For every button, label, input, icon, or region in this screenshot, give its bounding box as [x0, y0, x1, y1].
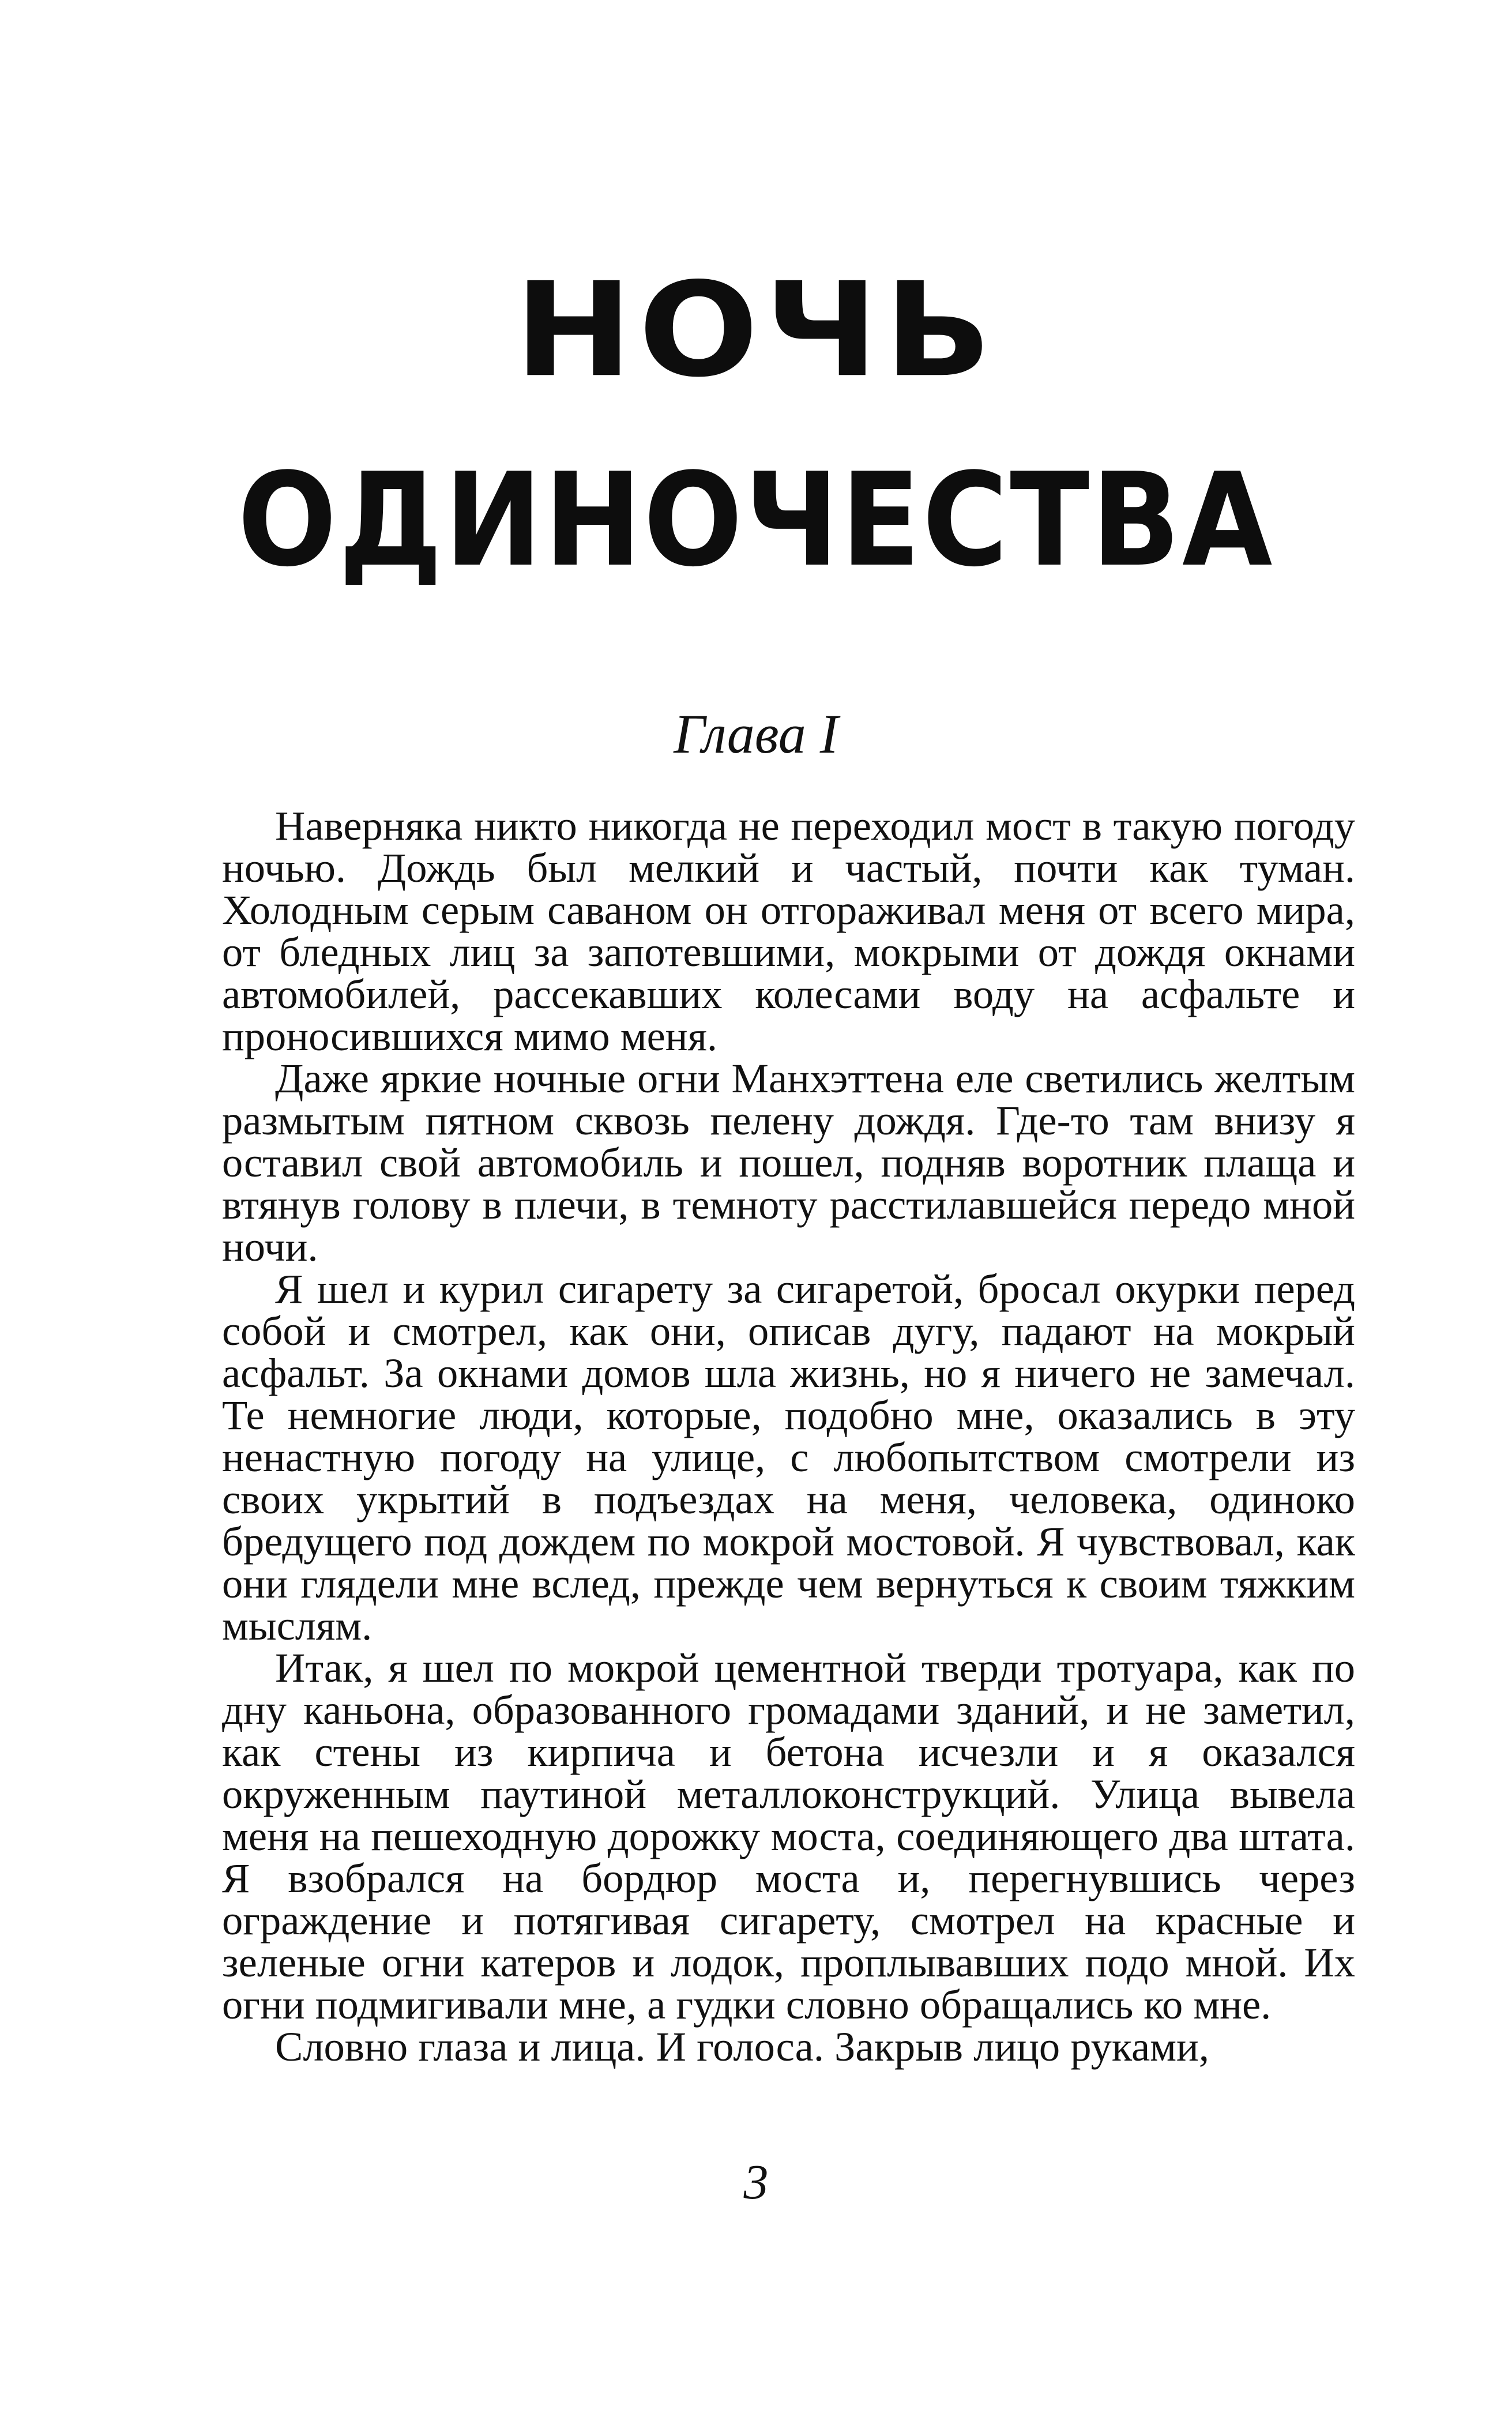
book-title-line-1: НОЧЬ: [514, 254, 998, 406]
paragraph-1: Наверняка никто никогда не переходил мост в такую погоду ночью. Дождь был мелкий и частый, почти как туман. Холодным серым саваном он отгораживал меня от всего мира, от бледных лиц за запотевшими, мокрыми от дождя окнами автомобилей, рассекавших колесами воду на асфальте и проносившихся мимо меня.: [222, 802, 1355, 1059]
paragraph-3: Я шел и курил сигарету за сигаретой, бросал окурки перед собой и смотрел, как они, описав дугу, падают на мокрый асфальт. За окнами домов шла жизнь, но я ничего не замечал. Те немногие люди, которые, подобно мне, оказались в эту ненастную погоду на улице, с любопытством смотрели из своих укрытий в подъездах на меня, человека, одиноко бредущего под дождем по мокрой мостовой. Я чувствовал, как они глядели мне вслед, прежде чем вернуться к своим тяжким мыслям.: [222, 1265, 1355, 1649]
paragraph-4: Итак, я шел по мокрой цементной тверди тротуара, как по дну каньона, образованного громадами зданий, и не заметил, как стены из кирпича и бетона исчезли и я оказался окруженным паутиной металлоконструкций. Улица вывела меня на пешеходную дорожку моста, соединяющего два штата. Я взобрался на бордюр моста и, перегнувшись через ограждение и потягивая сигарету, смотрел на красные и зеленые огни катеров и лодок, проплывавших подо мной. Их огни подмигивали мне, а гудки словно обращались ко мне.: [222, 1644, 1355, 2028]
page-number: 3: [743, 2154, 769, 2209]
chapter-heading: Глава I: [674, 703, 838, 765]
chapter-body: [222, 802, 1355, 2070]
book-title-line-2: ОДИНОЧЕСТВА: [238, 445, 1274, 596]
paragraph-2: Даже яркие ночные огни Манхэттена еле светились желтым размытым пятном сквозь пелену дождя. Где-то там внизу я оставил свой автомобиль и пошел, подняв воротник плаща и втянув голову в плечи, в темноту расстилавшейся передо мной ночи.: [222, 1055, 1355, 1270]
paragraph-5: Словно глаза и лица. И голоса. Закрыв лицо руками,: [275, 2023, 1209, 2070]
